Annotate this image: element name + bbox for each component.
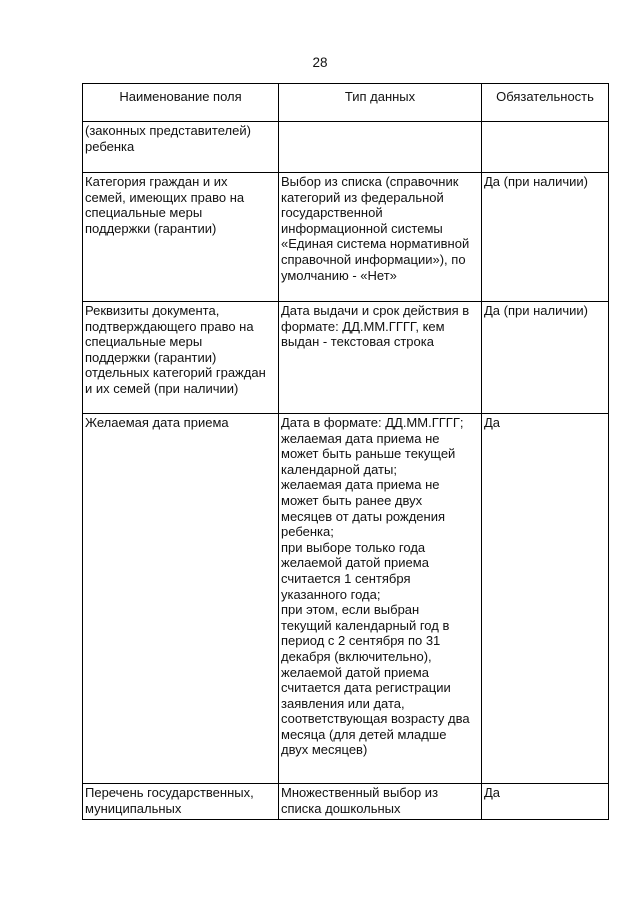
cell-field-name: (законных представителей) ребенка: [83, 122, 279, 173]
header-field-name: Наименование поля: [83, 84, 279, 122]
cell-data-type: Множественный выбор из списка дошкольных: [279, 784, 482, 820]
cell-data-type: Дата в формате: ДД.ММ.ГГГГ; желаемая дата приема не может быть раньше текущей календарной даты; желаемая дата приема не может быть ранее двух месяцев от даты рождения ребенка; при выборе только года желаемой датой приема считается 1 сентября указанного года; при этом, если выбран текущий календарный год в период с 2 сентября по 31 декабря (включительно), желаемой датой приема считается дата регистрации заявления или дата, соответствующая возрасту два месяца (для детей младше двух месяцев): [279, 414, 482, 784]
cell-required: [482, 122, 609, 173]
cell-field-name: Реквизиты документа, подтверждающего право на специальные меры поддержки (гарантии) отдельных категорий граждан и их семей (при наличии): [83, 302, 279, 414]
cell-data-type: Дата выдачи и срок действия в формате: ДД.ММ.ГГГГ, кем выдан - текстовая строка: [279, 302, 482, 414]
table-row: [83, 173, 609, 302]
cell-field-name: Желаемая дата приема: [83, 414, 279, 784]
table-header-row: [83, 84, 609, 122]
data-fields-table: [82, 83, 609, 820]
cell-required: Да: [482, 414, 609, 784]
table-row: [83, 414, 609, 784]
cell-field-name: Категория граждан и их семей, имеющих право на специальные меры поддержки (гарантии): [83, 173, 279, 302]
cell-required: Да: [482, 784, 609, 820]
table-row: [83, 122, 609, 173]
page-number: 28: [312, 55, 328, 70]
cell-data-type: Выбор из списка (справочник категорий из федеральной государственной информационной системы «Единая система нормативной справочной информации»), по умолчанию - «Нет»: [279, 173, 482, 302]
cell-data-type: [279, 122, 482, 173]
header-data-type: Тип данных: [279, 84, 482, 122]
cell-required: Да (при наличии): [482, 302, 609, 414]
table-row: [83, 784, 609, 820]
header-required: Обязательность: [482, 84, 609, 122]
cell-required: Да (при наличии): [482, 173, 609, 302]
cell-field-name: Перечень государственных, муниципальных: [83, 784, 279, 820]
table-row: [83, 302, 609, 414]
